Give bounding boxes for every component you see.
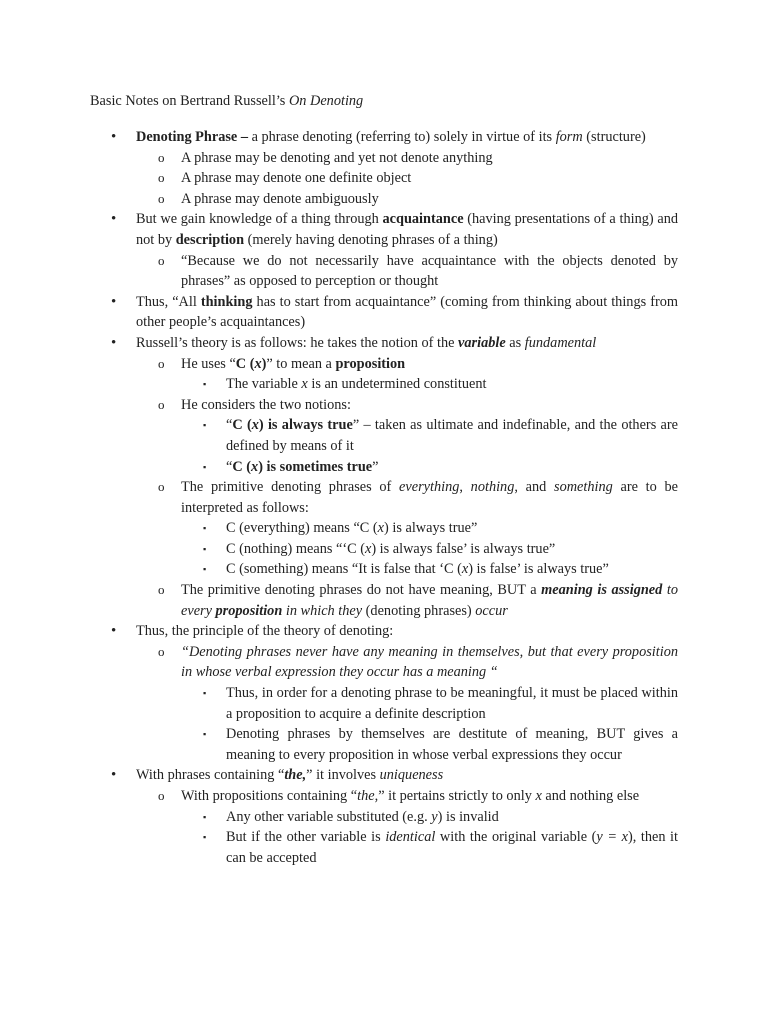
square-marker: ▪	[203, 523, 207, 534]
note-item-level-2	[158, 168, 678, 189]
note-text-run: are to be interpreted as follows:	[181, 479, 678, 516]
bullet-marker: •	[111, 334, 117, 351]
note-text-run: But we gain knowledge of a thing through	[136, 211, 383, 228]
note-text-run: He considers the two notions:	[181, 396, 351, 413]
title-work: On Denoting	[288, 93, 364, 109]
note-text-run: y = x	[596, 829, 628, 846]
note-text-run: x	[461, 561, 469, 578]
note-item-level-1	[111, 127, 678, 148]
note-item-level-2	[158, 580, 678, 621]
note-text-run: Denoting Phrase –	[136, 129, 252, 145]
note-text-run: He uses “	[181, 355, 236, 372]
note-text-run: nothing	[470, 479, 515, 496]
note-item-level-1	[111, 621, 678, 642]
note-item-level-2	[158, 477, 678, 518]
note-text-run: )	[261, 355, 267, 372]
notes-list	[0, 127, 768, 868]
note-text-run: form	[555, 129, 583, 145]
square-marker: ▪	[203, 729, 207, 740]
square-marker: ▪	[203, 379, 207, 390]
note-text-run: x	[364, 540, 372, 557]
note-text-run: The primitive denoting phrases do not have meaning, BUT a	[181, 582, 542, 599]
circle-marker: o	[158, 252, 165, 268]
note-text-run: identical	[385, 829, 436, 846]
note-text-run: occur	[475, 602, 508, 619]
note-text-run: as	[505, 334, 525, 351]
note-text-run: A phrase may denote one definite object	[181, 170, 412, 187]
note-text-run: ), then it can be accepted	[226, 829, 678, 866]
note-text-run: variable	[458, 334, 506, 351]
note-item-level-2	[158, 786, 678, 807]
note-text-run: C (	[232, 417, 252, 434]
bullet-marker: •	[111, 129, 117, 145]
note-text-run: ) is sometimes true	[258, 458, 373, 475]
note-text-run: the,	[284, 767, 307, 784]
note-text-run: (structure)	[582, 129, 646, 145]
square-marker: ▪	[203, 564, 207, 575]
circle-marker: o	[158, 170, 165, 186]
circle-marker: o	[158, 643, 165, 659]
note-text-run: ”	[372, 458, 379, 475]
note-text-run: ,	[459, 479, 471, 496]
note-item-level-3	[203, 724, 678, 765]
note-text-run: With propositions containing “	[181, 788, 358, 804]
note-text-run: to every	[181, 582, 678, 619]
note-text-run: With phrases containing “	[136, 767, 285, 784]
title-prefix: Basic Notes on Bertrand Russell’s	[90, 93, 289, 109]
note-text-run: Thus, “All	[136, 293, 201, 310]
note-text-run: proposition	[335, 355, 406, 372]
square-marker: ▪	[203, 543, 207, 554]
note-text-run: a phrase denoting (referring to) solely in virtue of its	[251, 129, 556, 145]
note-text-run: Russell’s theory is as follows: he takes the notion of the	[136, 334, 459, 351]
note-text-run: x	[251, 458, 259, 475]
note-text-run: C (everything) means “C (	[226, 520, 378, 537]
note-item-level-3	[203, 415, 679, 456]
note-text-run: ” to mean a	[266, 355, 336, 372]
note-text-run: meaning is assigned	[541, 582, 663, 599]
note-text-run: A phrase may denote ambiguously	[181, 190, 379, 207]
note-item-level-3	[203, 827, 678, 868]
note-text-run: ) is always true	[258, 417, 353, 434]
note-text-run: “Because we do not necessarily have acquaintance with the objects denoted by phrases” as opposed to perception or thought	[181, 252, 678, 290]
note-item-level-3	[203, 539, 678, 560]
note-item-level-2	[158, 395, 678, 416]
note-text-run: x	[377, 520, 385, 537]
note-item-level-2	[158, 148, 678, 169]
circle-marker: o	[158, 355, 165, 371]
note-item-level-3	[203, 374, 678, 395]
note-text-run: with the original variable (	[435, 829, 597, 846]
note-text-run: uniqueness	[379, 767, 444, 784]
note-text-run: (merely having denoting phrases of a thing)	[244, 231, 498, 248]
note-text-run: The variable	[226, 376, 302, 393]
note-item-level-3	[203, 807, 678, 828]
note-text-run: in which they	[282, 602, 363, 619]
note-text-run: is an undetermined constituent	[307, 376, 487, 393]
circle-marker: o	[158, 479, 165, 495]
note-text-run: something	[554, 479, 613, 496]
note-item-level-3	[203, 683, 678, 724]
circle-marker: o	[158, 788, 165, 803]
note-text-run: x	[535, 788, 542, 804]
square-marker: ▪	[203, 420, 207, 431]
note-text-run: , and	[514, 479, 555, 496]
note-text-run: proposition	[215, 602, 283, 619]
note-text-run: acquaintance	[382, 211, 464, 228]
note-text-run: ) is always false’ is always true”	[371, 540, 556, 557]
note-text-run: A phrase may be denoting and yet not denote anything	[181, 149, 493, 166]
document-title	[90, 91, 690, 112]
circle-marker: o	[158, 149, 165, 165]
note-text-run: ” it pertains strictly to only	[378, 788, 536, 804]
note-text-run: x	[251, 417, 259, 434]
note-text-run: “	[226, 417, 233, 434]
square-marker: ▪	[203, 832, 207, 843]
note-text-run: description	[175, 231, 245, 248]
note-text-run: and nothing else	[541, 788, 640, 804]
note-text-run: thinking	[200, 293, 253, 310]
circle-marker: o	[158, 190, 165, 206]
square-marker: ▪	[203, 811, 207, 822]
note-text-run: Any other variable substituted (e.g.	[226, 808, 432, 825]
note-text-run: Denoting phrases by themselves are destitute of meaning, BUT gives a meaning to every proposition in whose verbal expressions they occur	[226, 726, 678, 763]
note-text-run: Thus, in order for a denoting phrase to be meaningful, it must be placed within a proposition to acquire a definite description	[226, 685, 678, 722]
note-text-run: “Denoting phrases never have any meaning in themselves, but that every proposition in whose verbal expression they occur has a meaning “	[181, 643, 678, 681]
note-text-run: the,	[357, 788, 379, 804]
note-text-run: x	[301, 376, 308, 393]
note-item-level-1	[111, 292, 678, 333]
note-text-run: “	[226, 458, 233, 475]
square-marker: ▪	[203, 461, 207, 472]
note-text-run: (having presentations of a thing) and not by	[136, 211, 678, 248]
note-text-run: But if the other variable is	[226, 829, 386, 846]
note-text-run: C (	[232, 458, 252, 475]
note-item-level-1	[111, 765, 678, 786]
note-item-level-3	[203, 518, 678, 539]
bullet-marker: •	[111, 211, 117, 228]
note-text-run: fundamental	[524, 334, 597, 351]
note-text-run: everything	[399, 479, 460, 496]
circle-marker: o	[158, 396, 165, 412]
note-text-run: ” – taken as ultimate and indefinable, and the others are defined by means of it	[226, 417, 679, 454]
note-item-level-2	[158, 642, 678, 683]
note-text-run: Thus, the principle of the theory of denoting:	[136, 623, 394, 640]
note-text-run: ) is always true”	[384, 520, 478, 537]
note-item-level-2	[158, 354, 678, 375]
note-text-run: ” it involves	[306, 767, 380, 784]
note-item-level-3	[203, 559, 678, 580]
bullet-marker: •	[111, 623, 117, 640]
note-item-level-2	[158, 189, 678, 210]
note-item-level-3	[203, 457, 678, 478]
note-item-level-1	[111, 209, 678, 250]
bullet-marker: •	[111, 293, 117, 310]
note-text-run: ) is false’ is always true”	[468, 561, 609, 578]
note-text-run: y	[431, 808, 438, 825]
note-text-run: has to start from acquaintance” (coming from thinking about things from other people’s acquaintances)	[136, 293, 678, 331]
note-text-run: x	[254, 355, 262, 372]
bullet-marker: •	[111, 767, 117, 784]
circle-marker: o	[158, 582, 165, 598]
note-text-run: ) is invalid	[437, 808, 499, 825]
note-item-level-2	[158, 251, 678, 292]
note-text-run: C (something) means “It is false that ‘C (	[226, 561, 462, 578]
square-marker: ▪	[203, 688, 207, 699]
note-text-run: (denoting phrases)	[362, 602, 476, 619]
note-item-level-1	[111, 333, 678, 354]
note-text-run: C (	[235, 355, 255, 372]
note-text-run: The primitive denoting phrases of	[181, 479, 400, 496]
note-text-run: C (nothing) means “‘C (	[226, 540, 365, 557]
